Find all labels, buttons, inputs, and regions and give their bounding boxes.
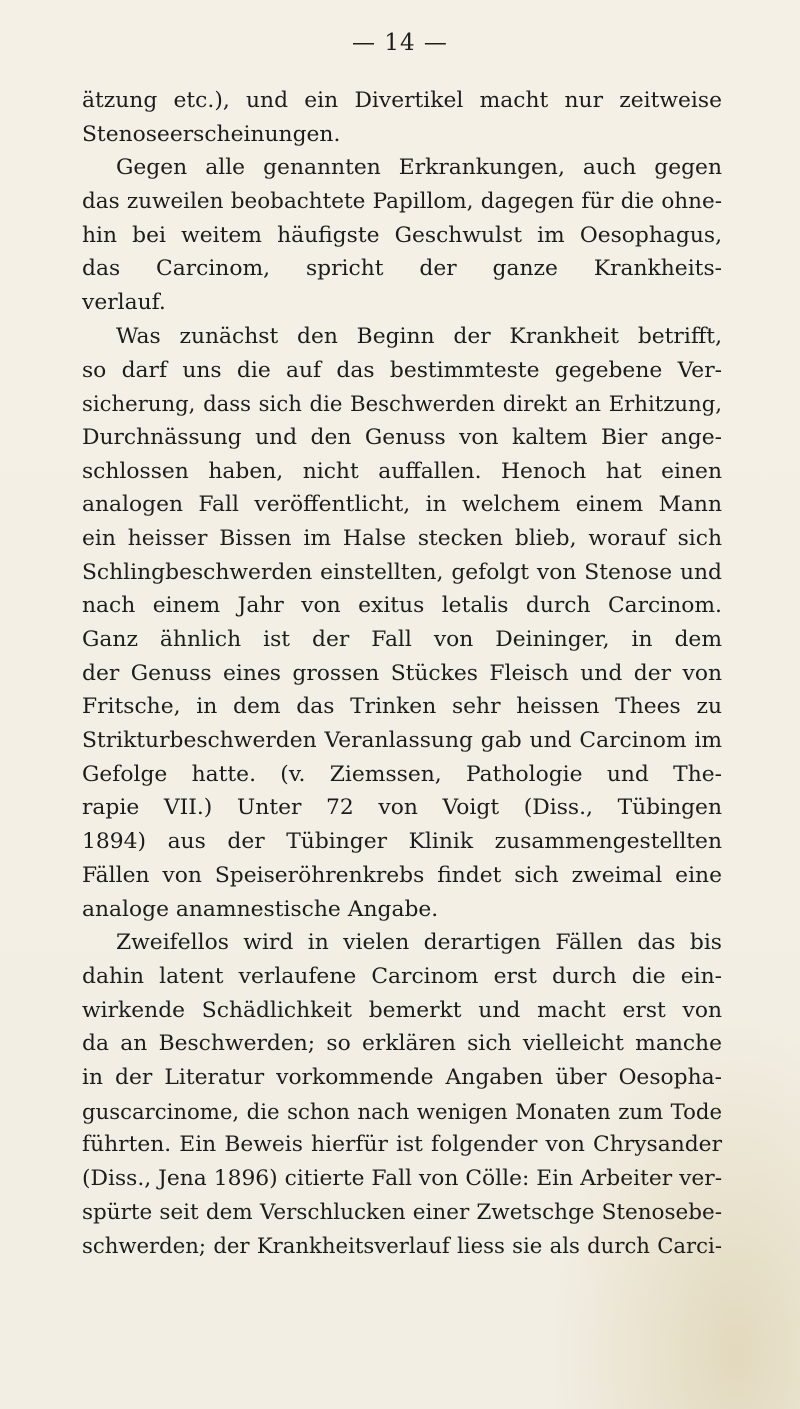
text-line: 1894) aus der Tübinger Klinik zusammengestellten [82, 829, 722, 855]
text-line: Ganz ähnlich ist der Fall von Deininger, in dem [82, 627, 722, 652]
text-line: Strikturbeschwerden Veranlassung gab und Carcinom im [82, 728, 722, 754]
text-line: in der Literatur vorkommende Angaben über Oesopha- [82, 1064, 722, 1090]
text-line: Zweifellos wird in vielen derartigen Fällen das bis [116, 930, 722, 956]
text-line: das Carcinom, spricht der ganze Krankheits- [82, 256, 722, 282]
text-line: schlossen haben, nicht auffallen. Henoch hat einen [82, 458, 722, 484]
text-line: (Diss., Jena 1896) citierte Fall von Cölle: Ein Arbeiter ver- [82, 1166, 723, 1191]
text-line: Gefolge hatte. (v. Ziemssen, Pathologie und The- [82, 761, 722, 787]
text-line: sicherung, dass sich die Beschwerden direkt an Erhitzung, [82, 391, 722, 417]
text-line: das zuweilen beobachtete Papillom, dagegen für die ohne- [82, 189, 722, 215]
text-line: Fällen von Speiseröhrenkrebs findet sich zweimal eine [82, 862, 722, 888]
text-line: rapie VII.) Unter 72 von Voigt (Diss., Tübingen [82, 795, 722, 821]
text-line: ätzung etc.), und ein Divertikel macht nur zeitweise [82, 88, 722, 113]
text-line: Fritsche, in dem das Trinken sehr heissen Thees zu [82, 694, 722, 720]
text-line: Stenoseerscheinungen. [82, 121, 341, 147]
text-line: Gegen alle genannten Erkrankungen, auch gegen [116, 155, 722, 181]
text-line: nach einem Jahr von exitus letalis durch Carcinom. [82, 593, 722, 619]
text-line: hin bei weitem häufigste Geschwulst im Oesophagus, [82, 222, 722, 248]
text-line: Durchnässung und den Genuss von kaltem Bier ange- [82, 424, 722, 450]
text-line: analoge anamnestische Angabe. [82, 896, 439, 922]
text-line: dahin latent verlaufene Carcinom erst durch die ein- [82, 963, 722, 989]
text-line: spürte seit dem Verschlucken einer Zwetschge Stenosebe- [82, 1199, 722, 1225]
text-line: Schlingbeschwerden einstellten, gefolgt von Stenose und [82, 559, 722, 585]
page-number: — 14 — [352, 30, 448, 56]
text-line: analogen Fall veröffentlicht, in welchem einem Mann [82, 492, 722, 518]
text-line: ein heisser Bissen im Halse stecken blieb, worauf sich [82, 525, 722, 551]
text-line: schwerden; der Krankheitsverlauf liess sie als durch Carci- [82, 1233, 722, 1259]
text-line: guscarcinome, die schon nach wenigen Monaten zum Tode [82, 1098, 722, 1124]
text-line: verlauf. [82, 290, 166, 316]
body-text [82, 84, 722, 1263]
text-line: Was zunächst den Beginn der Krankheit betrifft, [116, 323, 722, 349]
text-line: so darf uns die auf das bestimmteste gegebene Ver- [82, 357, 722, 383]
text-line: wirkende Schädlichkeit bemerkt und macht erst von [82, 997, 722, 1023]
text-line: da an Beschwerden; so erklären sich vielleicht manche [82, 1031, 722, 1057]
text-line: führten. Ein Beweis hierfür ist folgender von Chrysander [82, 1132, 722, 1158]
text-line: der Genuss eines grossen Stückes Fleisch und der von [82, 660, 722, 686]
